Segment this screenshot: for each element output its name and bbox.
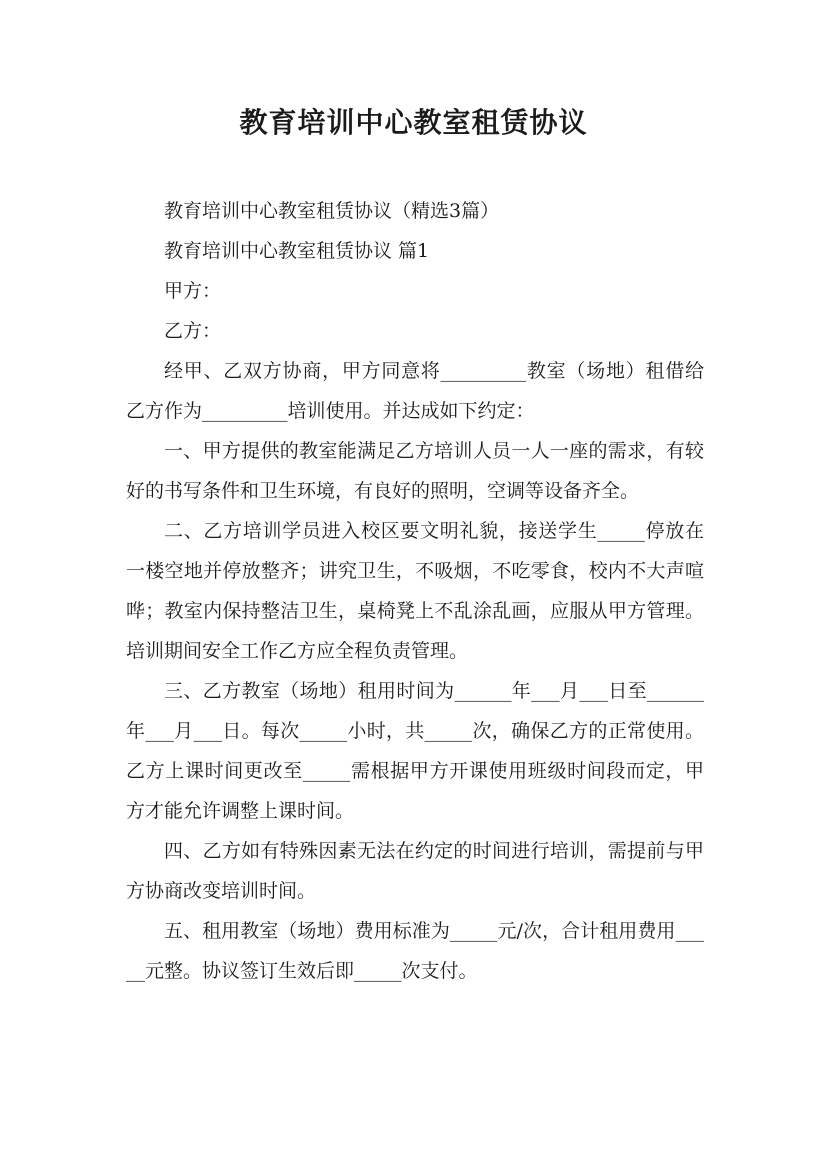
paragraph-subtitle: 教育培训中心教室租赁协议（精选3篇）	[164, 200, 500, 222]
document-title: 教育培训中心教室租赁协议	[239, 106, 588, 139]
paragraph-clause-5: 五、租用教室（场地）费用标准为_____元/次，合计租用费用_____元整。协议签订生效后即_____次支付。	[126, 920, 704, 982]
paragraph-clause-4: 四、乙方如有特殊因素无法在约定的时间进行培训，需提前与甲方协商改变培训时间。	[126, 840, 704, 902]
paragraph-section-heading: 教育培训中心教室租赁协议 篇1	[164, 240, 430, 262]
document-body	[126, 191, 704, 991]
paragraph-clause-1: 一、甲方提供的教室能满足乙方培训人员一人一座的需求，有较好的书写条件和卫生环境，有良好的照明，空调等设备齐全。	[126, 440, 704, 502]
paragraph-clause-3: 三、乙方教室（场地）租用时间为______年___月___日至______年___月___日。每次_____小时，共_____次，确保乙方的正常使用。乙方上课时间更改至_____需根据甲方开课使用班级时间段而定，甲方才能允许调整上课时间。	[126, 680, 704, 822]
paragraph-party-b: 乙方：	[164, 320, 222, 342]
paragraph-clause-2: 二、乙方培训学员进入校区要文明礼貌，接送学生_____停放在一楼空地并停放整齐；讲究卫生，不吸烟，不吃零食，校内不大声喧哗；教室内保持整洁卫生，桌椅凳上不乱涂乱画，应服从甲方管理。培训期间安全工作乙方应全程负责管理。	[126, 520, 704, 662]
paragraph-intro: 经甲、乙双方协商，甲方同意将_________教室（场地）租借给乙方作为_________培训使用。并达成如下约定：	[126, 360, 704, 422]
paragraph-party-a: 甲方：	[164, 280, 222, 302]
